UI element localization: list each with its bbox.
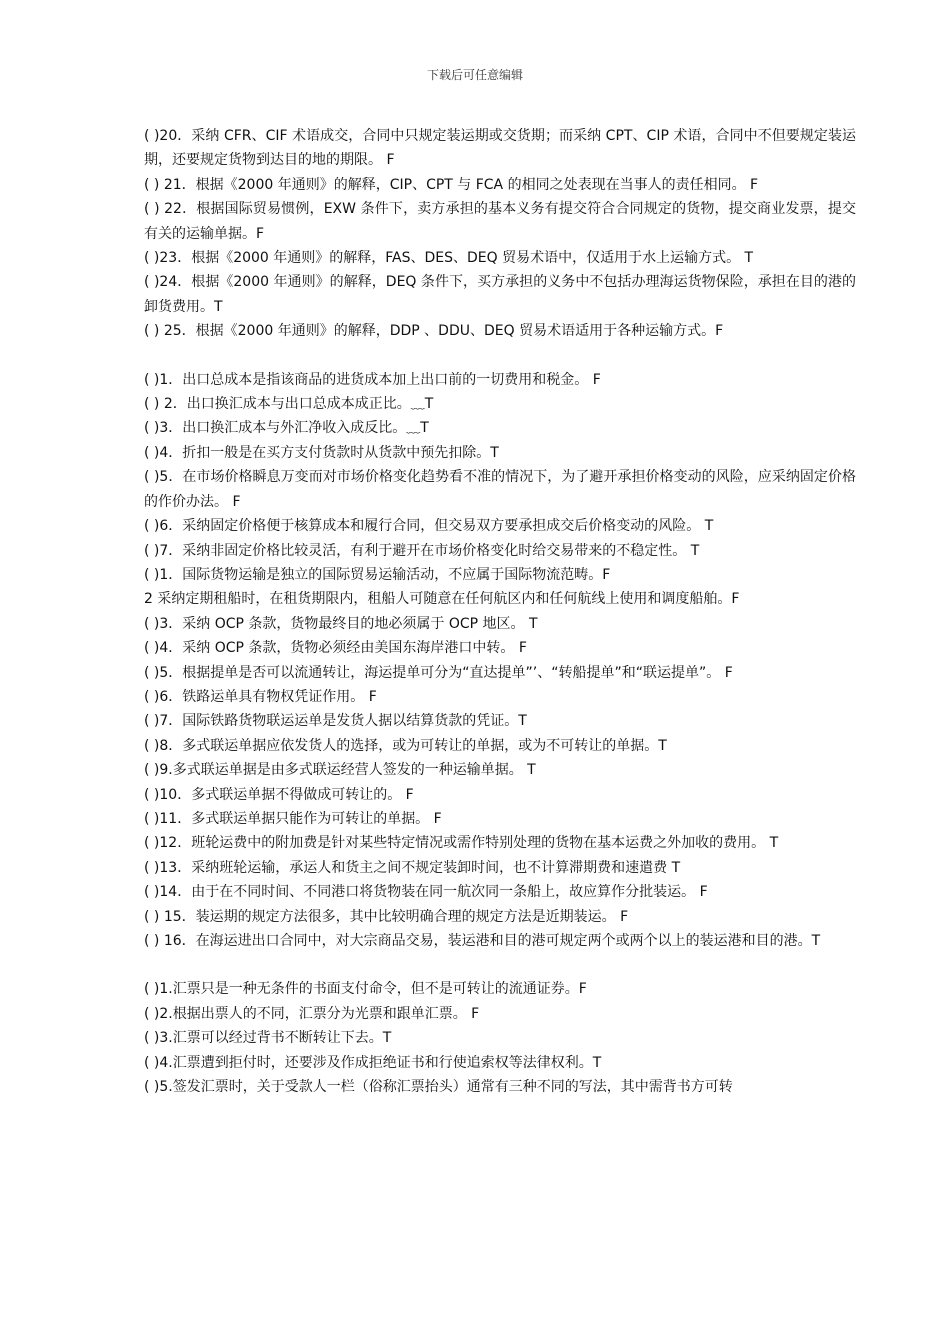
question-item: ( )1.汇票只是一种无条件的书面支付命令，但不是可转让的流通证券。F — [144, 981, 587, 998]
question-item: ( )5.签发汇票时，关于受款人一栏（俗称汇票抬头）通常有三种不同的写法，其中需背书方可转 — [144, 1079, 733, 1096]
question-item: ( )1．国际货物运输是独立的国际贸易运输活动，不应属于国际物流范畴。F — [144, 566, 611, 583]
question-item: ( ) 15．装运期的规定方法很多，其中比较明确合理的规定方法是近期装运。 F — [144, 908, 629, 925]
question-item: ( )3.汇票可以经过背书不断转让下去。T — [144, 1030, 392, 1047]
question-item: ( )2.根据出票人的不同，汇票分为光票和跟单汇票。 F — [144, 1005, 480, 1022]
question-item: ( )6．采纳固定价格便于核算成本和履行合同，但交易双方要承担成交后价格变动的风险。 T — [144, 518, 714, 535]
question-item: ( )20．采纳 CFR、CIF 术语成交，合同中只规定装运期或交货期；而采纳 CPT、CIP 术语，合同中不但要规定装运期，还要规定货物到达目的地的期限。 F — [144, 128, 856, 169]
question-item: ( )4．折扣一般是在买方支付货款时从货款中预先扣除。T — [144, 444, 499, 461]
question-item: ( )6．铁路运单具有物权凭证作用。 F — [144, 688, 377, 705]
page-header: 下载后可任意编辑 — [426, 68, 523, 82]
question-item: ( ) 22．根据国际贸易惯例，EXW 条件下，卖方承担的基本义务有提交符合合同规定的货物，提交商业发票，提交有关的运输单据。F — [144, 201, 856, 242]
question-item: ( )24．根据《2000 年通则》的解释，DEQ 条件下，买方承担的义务中不包括办理海运货物保险，承担在目的港的卸货费用。T — [144, 274, 856, 315]
question-item: ( ) 2．出口换汇成本与出口总成本成正比。﹏T — [144, 396, 434, 413]
question-item: ( )14．由于在不同时间、不同港口将货物装在同一航次同一条船上，故应算作分批装运。 F — [144, 884, 708, 901]
document-body — [144, 124, 856, 1099]
question-item: ( ) 16．在海运进出口合同中，对大宗商品交易，装运港和目的港可规定两个或两个以上的装运港和目的港。T — [144, 933, 821, 949]
question-item: ( )8．多式联运单据应依发货人的选择，或为可转让的单据，或为不可转让的单据。T — [144, 737, 667, 754]
section-spacer — [144, 344, 856, 368]
question-item: ( )12．班轮运费中的附加费是针对某些特定情况或需作特别处理的货物在基本运费之外加收的费用。 T — [144, 835, 779, 852]
section-spacer — [144, 953, 856, 977]
question-item: ( )7．采纳非固定价格比较灵活，有利于避开在市场价格变化时给交易带来的不稳定性。 T — [144, 542, 700, 559]
question-item: ( )13．采纳班轮运输，承运人和货主之间不规定装卸时间，也不计算滞期费和速遣费 T — [144, 859, 681, 876]
question-item: ( )5．在市场价格瞬息万变而对市场价格变化趋势看不准的情况下，为了避开承担价格变动的风险，应采纳固定价格的作价办法。 F — [144, 469, 856, 510]
question-item: ( )7．国际铁路货物联运运单是发货人据以结算货款的凭证。T — [144, 713, 527, 730]
question-item: ( )3．出口换汇成本与外汇净收入成反比。﹏T — [144, 420, 429, 437]
question-item: ( )10．多式联运单据不得做成可转让的。 F — [144, 786, 414, 803]
question-item: ( )3．采纳 OCP 条款，货物最终目的地必须属于 OCP 地区。 T — [144, 615, 538, 632]
question-item: ( )4．采纳 OCP 条款，货物必须经由美国东海岸港口中转。 F — [144, 640, 527, 657]
section-trade-terms — [144, 124, 856, 344]
question-item: ( )5．根据提单是否可以流通转让，海运提单可分为“直达提单”’、“转船提单”和“联运提单”。 F — [144, 664, 733, 681]
question-item: ( )11．多式联运单据只能作为可转让的单据。 F — [144, 810, 442, 827]
question-item: 2 采纳定期租船时，在租货期限内，租船人可随意在任何航区内和任何航线上使用和调度船舶。F — [144, 591, 740, 608]
question-item: ( ) 21．根据《2000 年通则》的解释，CIP、CPT 与 FCA 的相同之处表现在当事人的责任相同。 F — [144, 176, 759, 193]
question-item: ( )1．出口总成本是指该商品的进货成本加上出口前的一切费用和税金。 F — [144, 371, 601, 388]
question-item: ( ) 25．根据《2000 年通则》的解释，DDP 、DDU、DEQ 贸易术语适用于各种运输方式。F — [144, 323, 724, 340]
question-item: ( )9.多式联运单据是由多式联运经营人签发的一种运输单据。 T — [144, 762, 536, 779]
question-item: ( )4.汇票遭到拒付时，还要涉及作成拒绝证书和行使追索权等法律权利。T — [144, 1054, 602, 1071]
section-pricing-transport — [144, 368, 856, 954]
section-bills-of-exchange — [144, 977, 856, 1099]
question-item: ( )23．根据《2000 年通则》的解释，FAS、DES、DEQ 贸易术语中，仅适用于水上运输方式。 T — [144, 250, 754, 267]
